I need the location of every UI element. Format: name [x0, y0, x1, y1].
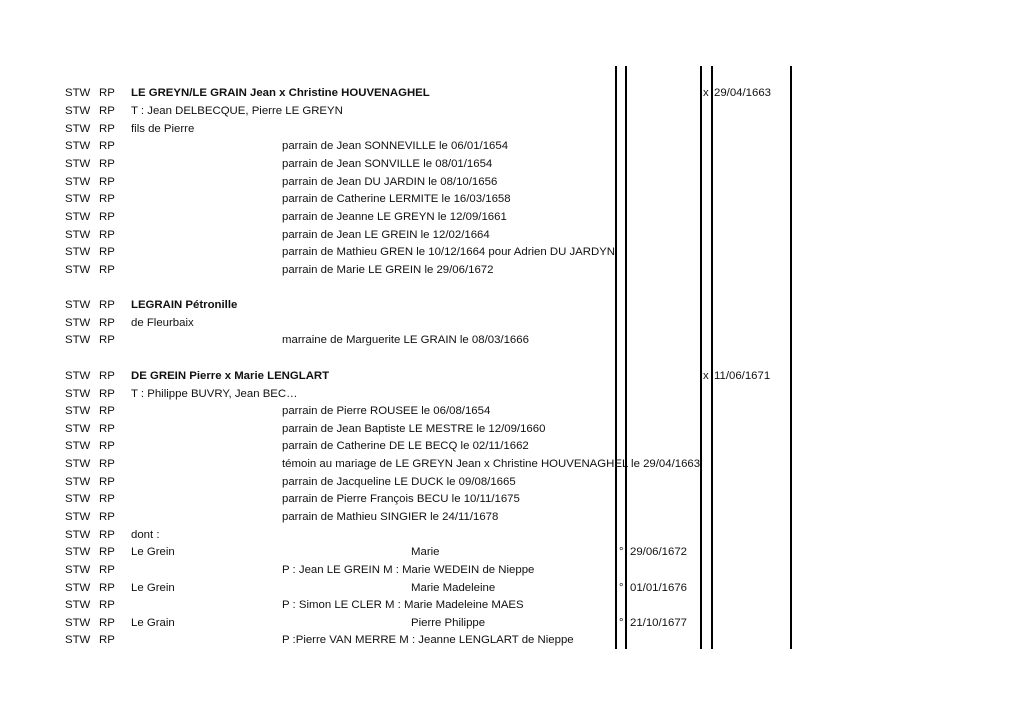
stw-cell: STW	[65, 87, 91, 99]
detail-row	[0, 209, 1024, 226]
rp-cell: RP	[99, 529, 115, 541]
rp-cell: RP	[99, 246, 115, 258]
stw-cell: STW	[65, 617, 91, 629]
detail-row	[0, 438, 1024, 455]
detail-text: parrain de Pierre ROUSEE le 06/08/1654	[282, 405, 491, 417]
stw-cell: STW	[65, 564, 91, 576]
entry-title-row	[0, 85, 1024, 102]
godparents-row	[0, 562, 1024, 579]
detail-row	[0, 456, 1024, 473]
dont-row	[0, 527, 1024, 544]
detail-text: parrain de Catherine LERMITE le 16/03/1658	[282, 193, 511, 205]
birth-date: 29/06/1672	[630, 546, 688, 558]
birth-mark: °	[619, 617, 624, 629]
child-surname: Le Grein	[131, 582, 175, 594]
child-name: Marie Madeleine	[411, 582, 496, 594]
rp-cell: RP	[99, 176, 115, 188]
stw-cell: STW	[65, 370, 91, 382]
detail-row	[0, 332, 1024, 349]
stw-cell: STW	[65, 105, 91, 117]
rp-cell: RP	[99, 158, 115, 170]
stw-cell: STW	[65, 317, 91, 329]
note-row	[0, 121, 1024, 138]
rp-cell: RP	[99, 211, 115, 223]
detail-text: parrain de Jacqueline LE DUCK le 09/08/1665	[282, 476, 516, 488]
child-row	[0, 544, 1024, 561]
stw-cell: STW	[65, 176, 91, 188]
detail-text: parrain de Jean Baptiste LE MESTRE le 12/09/1660	[282, 423, 546, 435]
godparents-row	[0, 632, 1024, 649]
rp-cell: RP	[99, 140, 115, 152]
rp-cell: RP	[99, 87, 115, 99]
witnesses: T : Jean DELBECQUE, Pierre LE GREYN	[131, 105, 343, 117]
birth-date: 01/01/1676	[630, 582, 688, 594]
detail-row	[0, 262, 1024, 279]
detail-text: marraine de Marguerite LE GRAIN le 08/03/1666	[282, 334, 529, 346]
stw-cell: STW	[65, 158, 91, 170]
detail-row	[0, 491, 1024, 508]
stw-cell: STW	[65, 529, 91, 541]
marriage-mark: x	[703, 87, 709, 99]
detail-row	[0, 509, 1024, 526]
detail-text: témoin au mariage de LE GREYN Jean x Christine HOUVENAGHEL le 29/04/1663	[282, 458, 701, 470]
stw-cell: STW	[65, 211, 91, 223]
stw-cell: STW	[65, 493, 91, 505]
rp-cell: RP	[99, 105, 115, 117]
rp-cell: RP	[99, 564, 115, 576]
stw-cell: STW	[65, 405, 91, 417]
entry-title: LE GREYN/LE GRAIN Jean x Christine HOUVENAGHEL	[131, 87, 430, 99]
rp-cell: RP	[99, 476, 115, 488]
rp-cell: RP	[99, 546, 115, 558]
detail-text: parrain de Jean DU JARDIN le 08/10/1656	[282, 176, 498, 188]
entry-title-row	[0, 368, 1024, 385]
detail-text: parrain de Jeanne LE GREYN le 12/09/1661	[282, 211, 507, 223]
detail-text: parrain de Mathieu SINGIER le 24/11/1678	[282, 511, 499, 523]
rp-cell: RP	[99, 634, 115, 646]
detail-row	[0, 138, 1024, 155]
birth-mark: °	[619, 546, 624, 558]
rp-cell: RP	[99, 511, 115, 523]
detail-row	[0, 227, 1024, 244]
rp-cell: RP	[99, 458, 115, 470]
witnesses: T : Philippe BUVRY, Jean BEC…	[131, 388, 298, 400]
rp-cell: RP	[99, 299, 115, 311]
stw-cell: STW	[65, 634, 91, 646]
stw-cell: STW	[65, 546, 91, 558]
detail-text: parrain de Catherine DE LE BECQ le 02/11/1662	[282, 440, 529, 452]
detail-row	[0, 191, 1024, 208]
marriage-mark: x	[703, 370, 709, 382]
children-heading: dont :	[131, 529, 160, 541]
stw-cell: STW	[65, 264, 91, 276]
godparents: P :Pierre VAN MERRE M : Jeanne LENGLART de Nieppe	[282, 634, 574, 646]
birth-date: 21/10/1677	[630, 617, 688, 629]
entry-title-row	[0, 297, 1024, 314]
godparents: P : Simon LE CLER M : Marie Madeleine MAES	[282, 599, 524, 611]
rp-cell: RP	[99, 423, 115, 435]
detail-row	[0, 156, 1024, 173]
witness-row	[0, 103, 1024, 120]
godparents: P : Jean LE GREIN M : Marie WEDEIN de Nieppe	[282, 564, 535, 576]
stw-cell: STW	[65, 193, 91, 205]
godparents-row	[0, 597, 1024, 614]
note: fils de Pierre	[131, 123, 195, 135]
detail-row	[0, 474, 1024, 491]
stw-cell: STW	[65, 476, 91, 488]
rp-cell: RP	[99, 229, 115, 241]
detail-row	[0, 403, 1024, 420]
stw-cell: STW	[65, 299, 91, 311]
rp-cell: RP	[99, 440, 115, 452]
rp-cell: RP	[99, 493, 115, 505]
detail-text: parrain de Jean SONNEVILLE le 06/01/1654	[282, 140, 509, 152]
note-row	[0, 315, 1024, 332]
stw-cell: STW	[65, 229, 91, 241]
rp-cell: RP	[99, 582, 115, 594]
stw-cell: STW	[65, 423, 91, 435]
rp-cell: RP	[99, 334, 115, 346]
detail-text: parrain de Pierre François BECU le 10/11/1675	[282, 493, 520, 505]
rp-cell: RP	[99, 317, 115, 329]
detail-text: parrain de Marie LE GREIN le 29/06/1672	[282, 264, 494, 276]
rp-cell: RP	[99, 617, 115, 629]
marriage-date: 11/06/1671	[714, 370, 771, 382]
stw-cell: STW	[65, 246, 91, 258]
rp-cell: RP	[99, 405, 115, 417]
note: de Fleurbaix	[131, 317, 194, 329]
stw-cell: STW	[65, 599, 91, 611]
child-name: Pierre Philippe	[411, 617, 486, 629]
birth-mark: °	[619, 582, 624, 594]
child-surname: Le Grein	[131, 546, 175, 558]
stw-cell: STW	[65, 140, 91, 152]
witness-row	[0, 386, 1024, 403]
entry-title: DE GREIN Pierre x Marie LENGLART	[131, 370, 330, 382]
child-row	[0, 615, 1024, 632]
detail-row	[0, 244, 1024, 261]
detail-text: parrain de Jean SONVILLE le 08/01/1654	[282, 158, 493, 170]
rp-cell: RP	[99, 388, 115, 400]
child-row	[0, 580, 1024, 597]
detail-text: parrain de Mathieu GREN le 10/12/1664 pour Adrien DU JARDYN	[282, 246, 616, 258]
stw-cell: STW	[65, 123, 91, 135]
child-surname: Le Grain	[131, 617, 175, 629]
rp-cell: RP	[99, 599, 115, 611]
rp-cell: RP	[99, 264, 115, 276]
stw-cell: STW	[65, 582, 91, 594]
stw-cell: STW	[65, 388, 91, 400]
marriage-date: 29/04/1663	[714, 87, 772, 99]
detail-text: parrain de Jean LE GREIN le 12/02/1664	[282, 229, 490, 241]
stw-cell: STW	[65, 458, 91, 470]
rp-cell: RP	[99, 193, 115, 205]
detail-row	[0, 174, 1024, 191]
child-name: Marie	[411, 546, 440, 558]
entry-title: LEGRAIN Pétronille	[131, 299, 238, 311]
stw-cell: STW	[65, 511, 91, 523]
detail-row	[0, 421, 1024, 438]
stw-cell: STW	[65, 334, 91, 346]
rp-cell: RP	[99, 370, 115, 382]
rp-cell: RP	[99, 123, 115, 135]
stw-cell: STW	[65, 440, 91, 452]
